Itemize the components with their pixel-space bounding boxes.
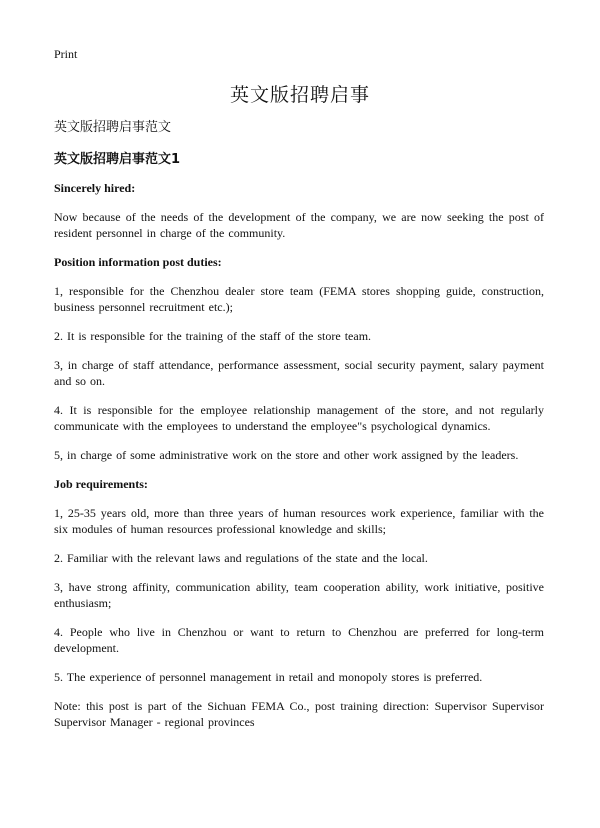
document-subtitle: 英文版招聘启事范文 xyxy=(54,120,172,135)
document-title: 英文版招聘启事 xyxy=(229,84,370,106)
requirement-item: 5. The experience of personnel management in retail and monopoly stores is preferred. xyxy=(54,670,483,684)
requirement-item: 2. Familiar with the relevant laws and regulations of the state and the local. xyxy=(54,551,428,565)
requirement-item: 4. People who live in Chenzhou or want to return to Chenzhou are preferred for long-term development. xyxy=(54,625,544,655)
duty-item: 4. It is responsible for the employee relationship management of the store, and not regularly communicate with the employees to understand the employee"s psychological dynamics. xyxy=(54,403,544,433)
requirements-heading: Job requirements: xyxy=(54,477,148,491)
requirement-item: 3, have strong affinity, communication ability, team cooperation ability, work initiative, positive enthusiasm; xyxy=(54,580,544,610)
duty-item: 1, responsible for the Chenzhou dealer store team (FEMA stores shopping guide, construction, business personnel recruitment etc.); xyxy=(54,284,544,314)
requirement-item: 1, 25-35 years old, more than three years of human resources work experience, familiar with the six modules of human resources professional knowledge and skills; xyxy=(54,506,544,536)
print-link[interactable]: Print xyxy=(54,47,78,61)
duty-item: 3, in charge of staff attendance, performance assessment, social security payment, salary payment and so on. xyxy=(54,358,544,388)
duty-item: 2. It is responsible for the training of the staff of the store team. xyxy=(54,329,372,343)
greeting-heading: Sincerely hired: xyxy=(54,181,136,195)
intro-paragraph: Now because of the needs of the development of the company, we are now seeking the post of resident personnel in charge of the community. xyxy=(54,210,544,240)
note-paragraph: Note: this post is part of the Sichuan FEMA Co., post training direction: Supervisor Supervisor Supervisor Manager - regional provinces xyxy=(54,699,544,729)
sample-heading: 英文版招聘启事范文1 xyxy=(54,152,181,167)
duties-heading: Position information post duties: xyxy=(54,255,222,269)
document-body xyxy=(54,120,544,743)
duty-item: 5, in charge of some administrative work on the store and other work assigned by the leaders. xyxy=(54,448,519,462)
